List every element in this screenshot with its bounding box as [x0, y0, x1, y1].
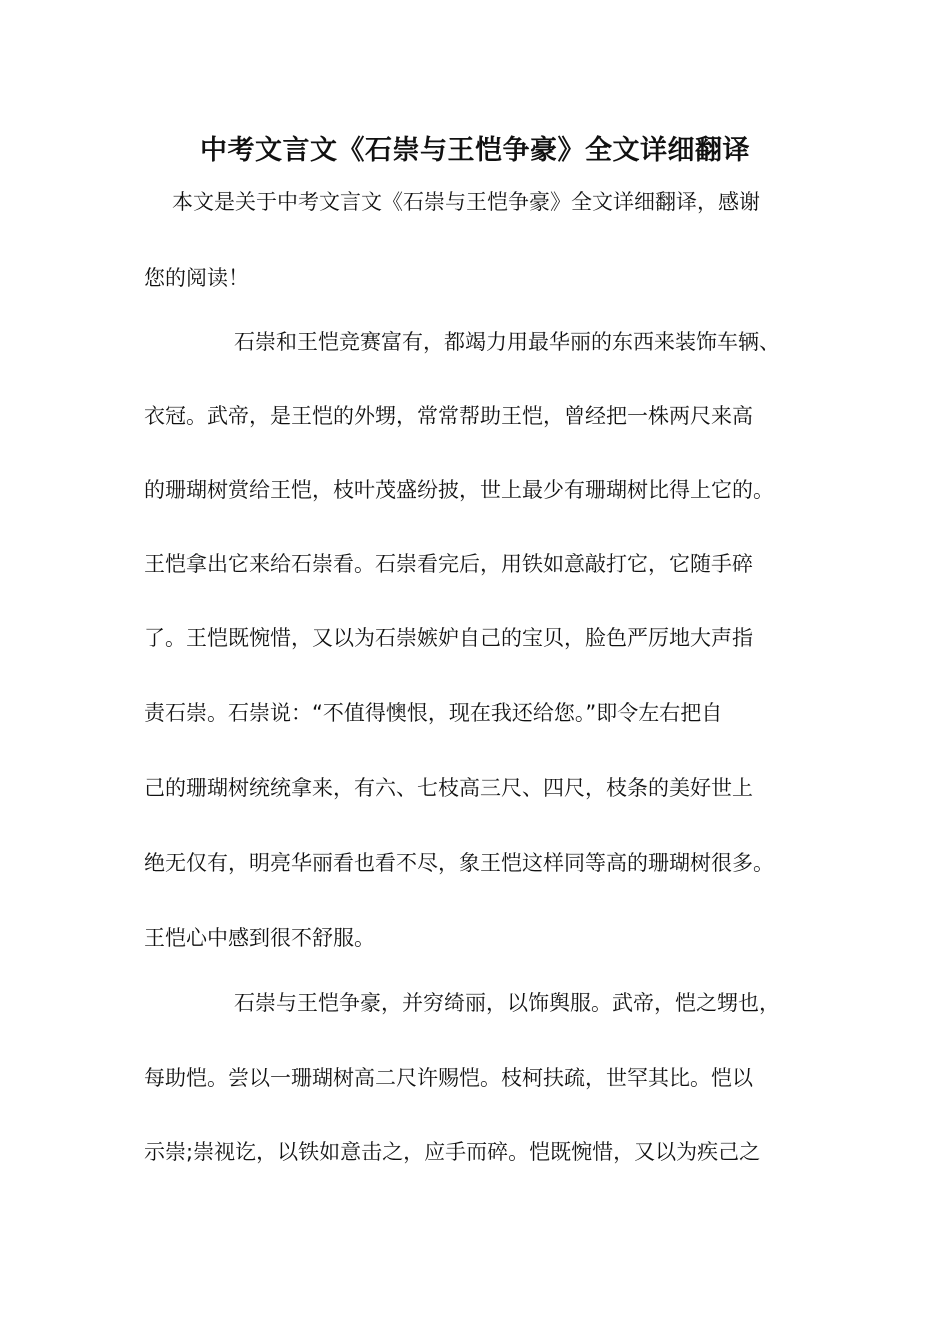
translation-line-4: 王恺拿出它来给石崇看。石崇看完后，用铁如意敲打它，它随手碎 — [144, 552, 753, 576]
translation-line-1: 石崇和王恺竞赛富有，都竭力用最华丽的东西来装饰车辆、 — [234, 330, 780, 354]
translation-line-6: 责石崇。石崇说：“不值得懊恨，现在我还给您。”即令左右把自 — [144, 701, 723, 725]
intro-line-2: 您的阅读！ — [144, 266, 249, 290]
original-line-2: 每助恺。尝以一珊瑚树高二尺许赐恺。枝柯扶疏，世罕其比。恺以 — [144, 1066, 753, 1090]
translation-line-3: 的珊瑚树赏给王恺，枝叶茂盛纷披，世上最少有珊瑚树比得上它的。 — [144, 478, 774, 502]
document-title: 中考文言文《石崇与王恺争豪》全文详细翻译 — [200, 135, 750, 166]
translation-line-9: 王恺心中感到很不舒服。 — [144, 926, 375, 950]
original-line-3: 示崇;崇视讫，以铁如意击之，应手而碎。恺既惋惜，又以为疾己之 — [144, 1140, 761, 1164]
translation-line-8: 绝无仅有，明亮华丽看也看不尽，象王恺这样同等高的珊瑚树很多。 — [144, 851, 774, 875]
translation-line-7: 己的珊瑚树统统拿来，有六、七枝高三尺、四尺，枝条的美好世上 — [144, 776, 753, 800]
original-line-1: 石崇与王恺争豪，并穷绮丽，以饰舆服。武帝，恺之甥也， — [234, 991, 780, 1015]
translation-line-5: 了。王恺既惋惜，又以为石崇嫉妒自己的宝贝，脸色严厉地大声指 — [144, 626, 753, 650]
translation-line-2: 衣冠。武帝，是王恺的外甥，常常帮助王恺，曾经把一株两尺来高 — [144, 404, 753, 428]
intro-line-1: 本文是关于中考文言文《石崇与王恺争豪》全文详细翻译，感谢 — [172, 190, 760, 214]
